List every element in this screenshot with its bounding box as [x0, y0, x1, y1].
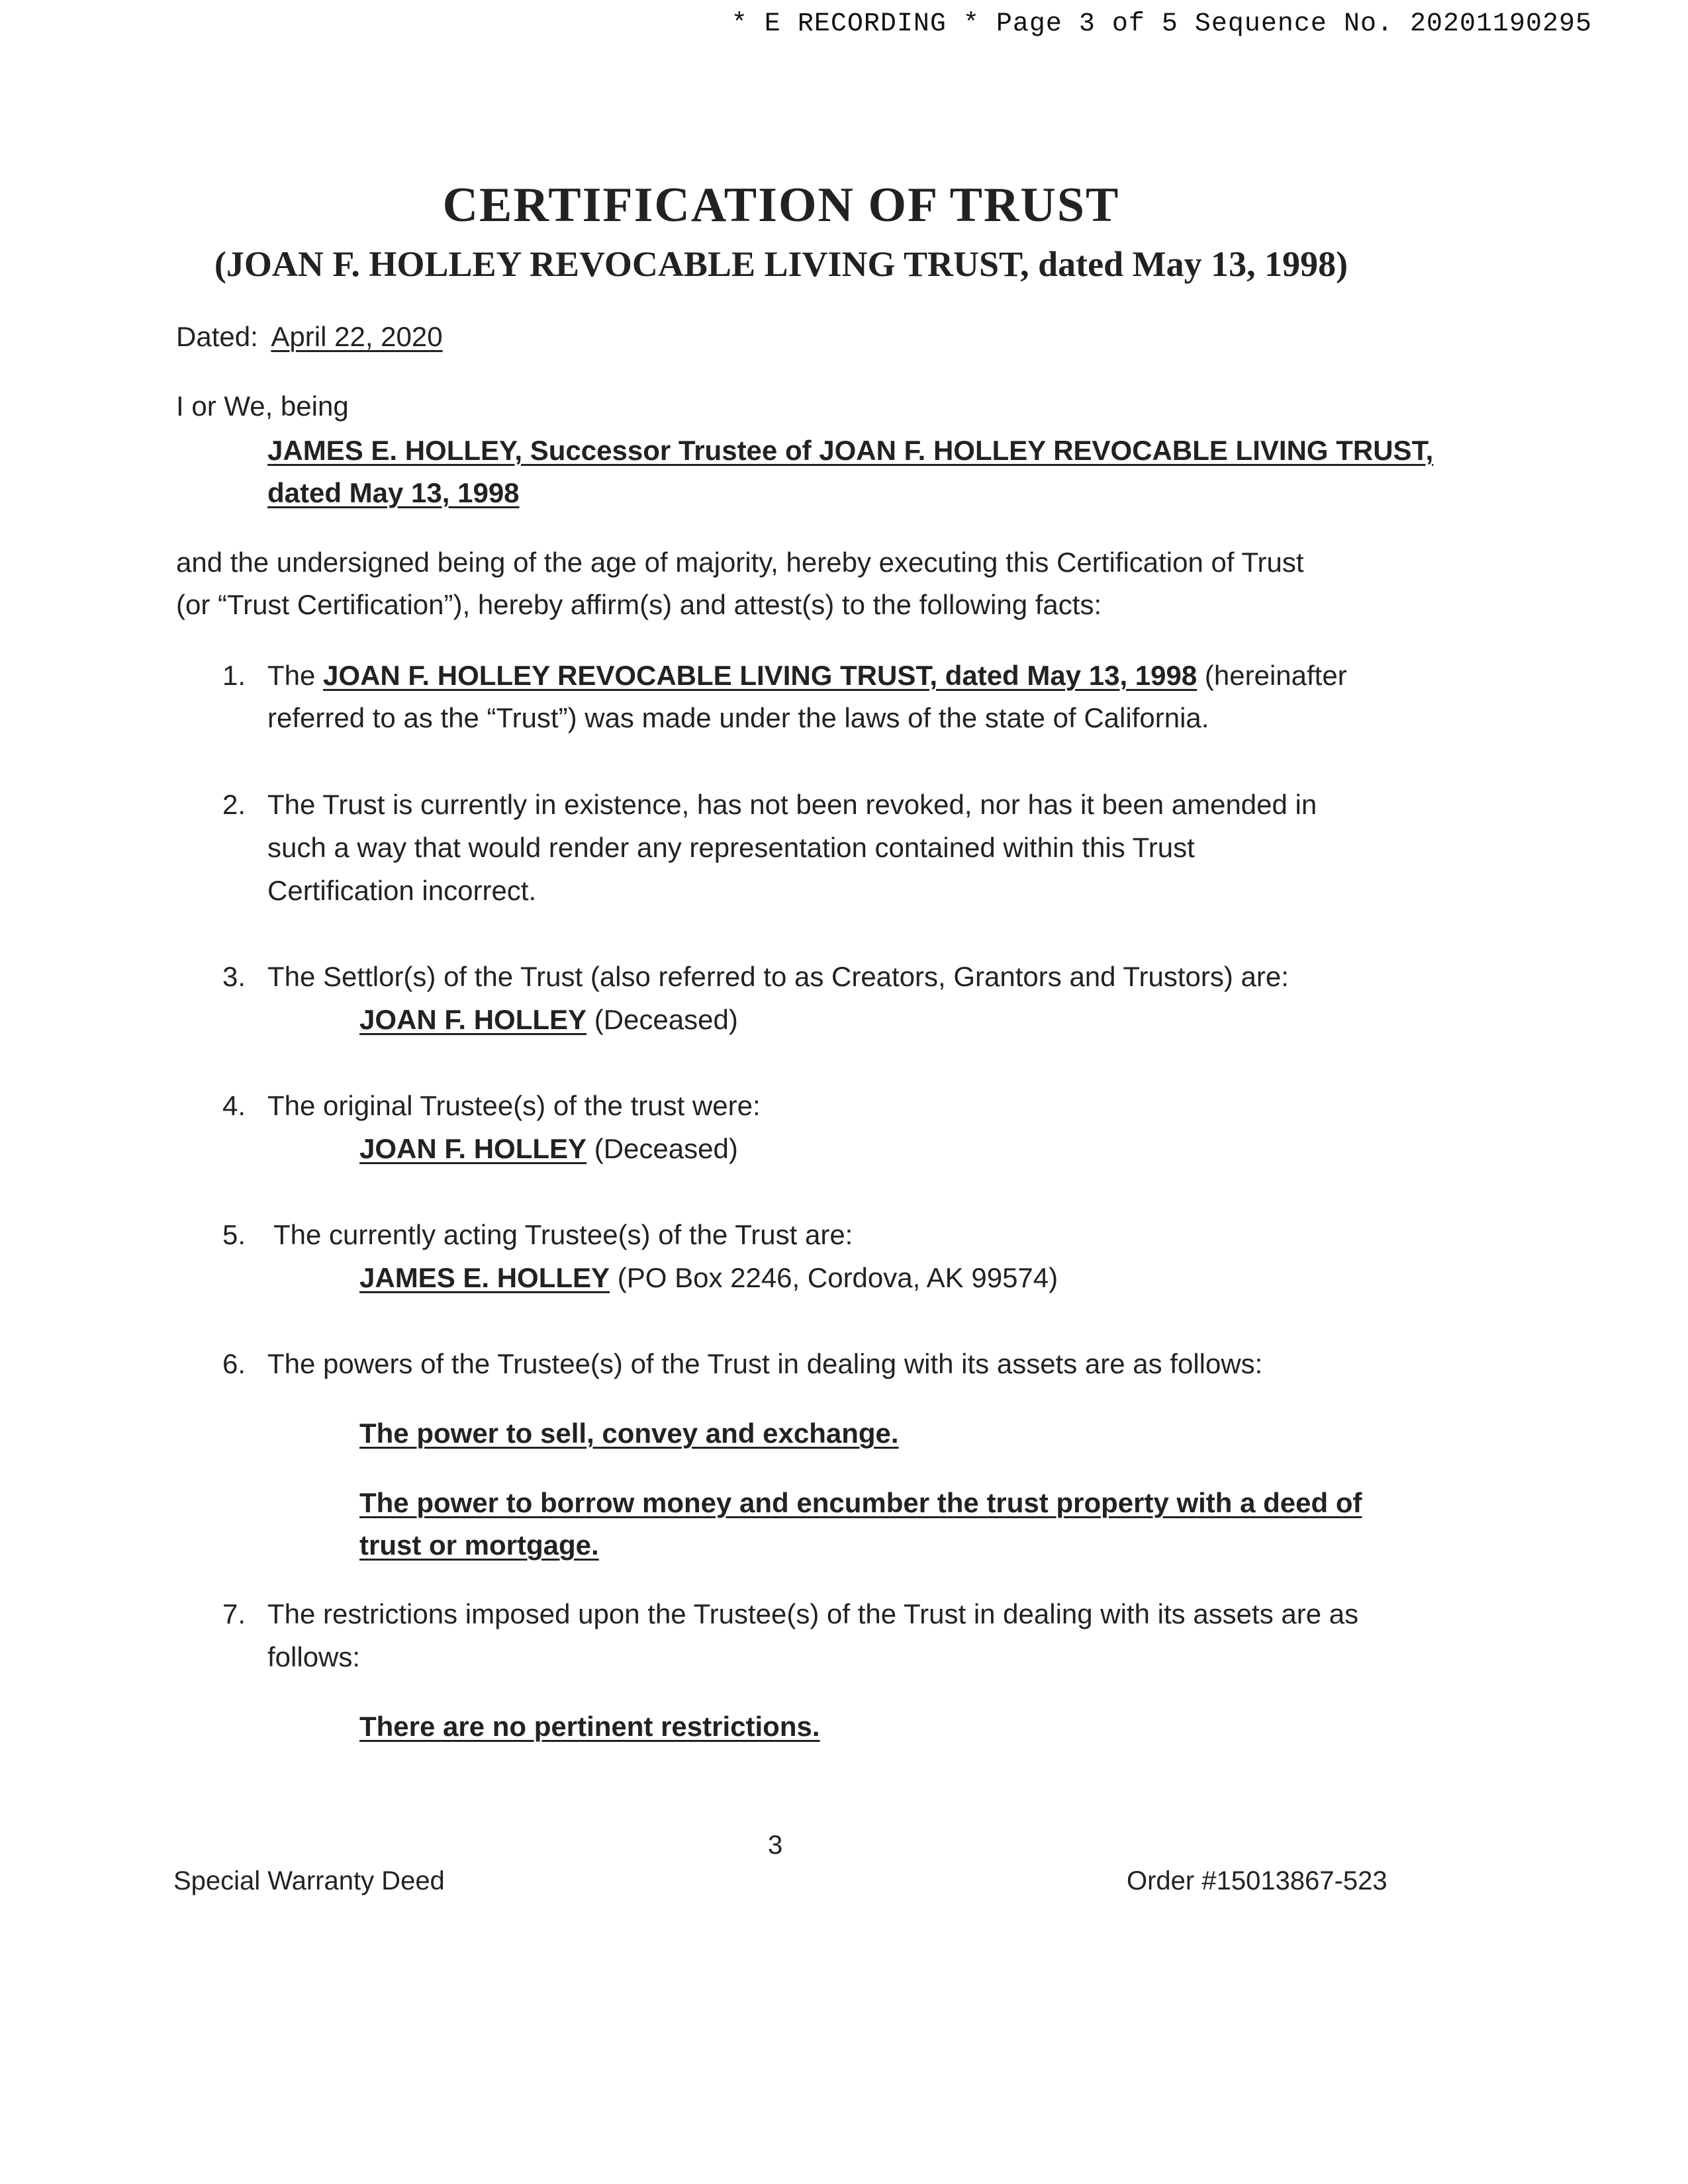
item-5-note: (PO Box 2246, Cordova, AK 99574)	[610, 1262, 1058, 1293]
document-title: CERTIFICATION OF TRUST	[442, 178, 1120, 232]
item-1-line-2: referred to as the “Trust”) was made under the laws of the state of California.	[267, 702, 1209, 733]
footer-left: Special Warranty Deed	[173, 1866, 445, 1895]
item-5-name: JAMES E. HOLLEY	[359, 1262, 610, 1293]
item-1-pre: The	[267, 660, 324, 691]
item-1-number: 1.	[222, 660, 246, 691]
item-4-trustee	[359, 1135, 738, 1163]
item-4-number: 4.	[222, 1090, 246, 1121]
item-6-power-2-line-1: The power to borrow money and encumber the trust property with a deed of	[359, 1487, 1362, 1518]
item-4-note: (Deceased)	[586, 1133, 738, 1164]
page-number: 3	[768, 1831, 783, 1860]
item-7-number: 7.	[222, 1598, 246, 1629]
item-3-number: 3.	[222, 961, 246, 992]
item-2-line-1: The Trust is currently in existence, has not been revoked, nor has it been amended in	[267, 789, 1317, 820]
item-6-power-1: The power to sell, convey and exchange.	[359, 1418, 899, 1449]
item-7-line-1: The restrictions imposed upon the Trustee(s) of the Trust in dealing with its assets are as	[267, 1598, 1359, 1629]
item-6-number: 6.	[222, 1348, 246, 1379]
dated-value: April 22, 2020	[271, 321, 443, 352]
item-1-line-1	[267, 662, 1347, 690]
item-4-line-1: The original Trustee(s) of the trust were:	[267, 1090, 761, 1121]
dated-line	[176, 323, 443, 351]
item-3-line-1: The Settlor(s) of the Trust (also referred to as Creators, Grantors and Trustors) are:	[267, 961, 1289, 992]
item-2-number: 2.	[222, 789, 246, 820]
item-6-line-1: The powers of the Trustee(s) of the Trust in dealing with its assets are as follows:	[267, 1348, 1263, 1379]
item-6-power-2-line-2: trust or mortgage.	[359, 1529, 599, 1561]
item-7-line-2: follows:	[267, 1641, 361, 1672]
intro-paragraph-line-1: and the undersigned being of the age of majority, hereby executing this Certification of Trust	[176, 547, 1304, 578]
trustee-line-2: dated May 13, 1998	[267, 477, 520, 508]
item-3-settlor	[359, 1006, 738, 1034]
item-3-note: (Deceased)	[586, 1004, 738, 1035]
document-subtitle: (JOAN F. HOLLEY REVOCABLE LIVING TRUST, dated May 13, 1998)	[214, 244, 1348, 284]
trustee-line-1: JAMES E. HOLLEY, Successor Trustee of JOAN F. HOLLEY REVOCABLE LIVING TRUST,	[267, 435, 1434, 466]
footer-right: Order #15013867-523	[1127, 1866, 1387, 1895]
item-4-name: JOAN F. HOLLEY	[359, 1133, 587, 1164]
intro-lead: I or We, being	[176, 390, 349, 422]
item-2-line-2: such a way that would render any representation contained within this Trust	[267, 832, 1195, 863]
item-2-line-3: Certification incorrect.	[267, 875, 537, 906]
recording-header: * E RECORDING * Page 3 of 5 Sequence No. 20201190295	[731, 9, 1592, 39]
intro-paragraph-line-2: (or “Trust Certification”), hereby affirm(s) and attest(s) to the following facts:	[176, 589, 1102, 620]
item-1-trust-name: JOAN F. HOLLEY REVOCABLE LIVING TRUST, dated May 13, 1998	[323, 660, 1197, 691]
item-1-post: (hereinafter	[1197, 660, 1347, 691]
item-5-line-1: The currently acting Trustee(s) of the Trust are:	[273, 1219, 853, 1250]
item-3-name: JOAN F. HOLLEY	[359, 1004, 587, 1035]
item-5-number: 5.	[222, 1219, 246, 1250]
item-5-trustee	[359, 1264, 1058, 1292]
dated-label: Dated:	[176, 321, 258, 352]
item-7-restriction: There are no pertinent restrictions.	[359, 1711, 820, 1742]
